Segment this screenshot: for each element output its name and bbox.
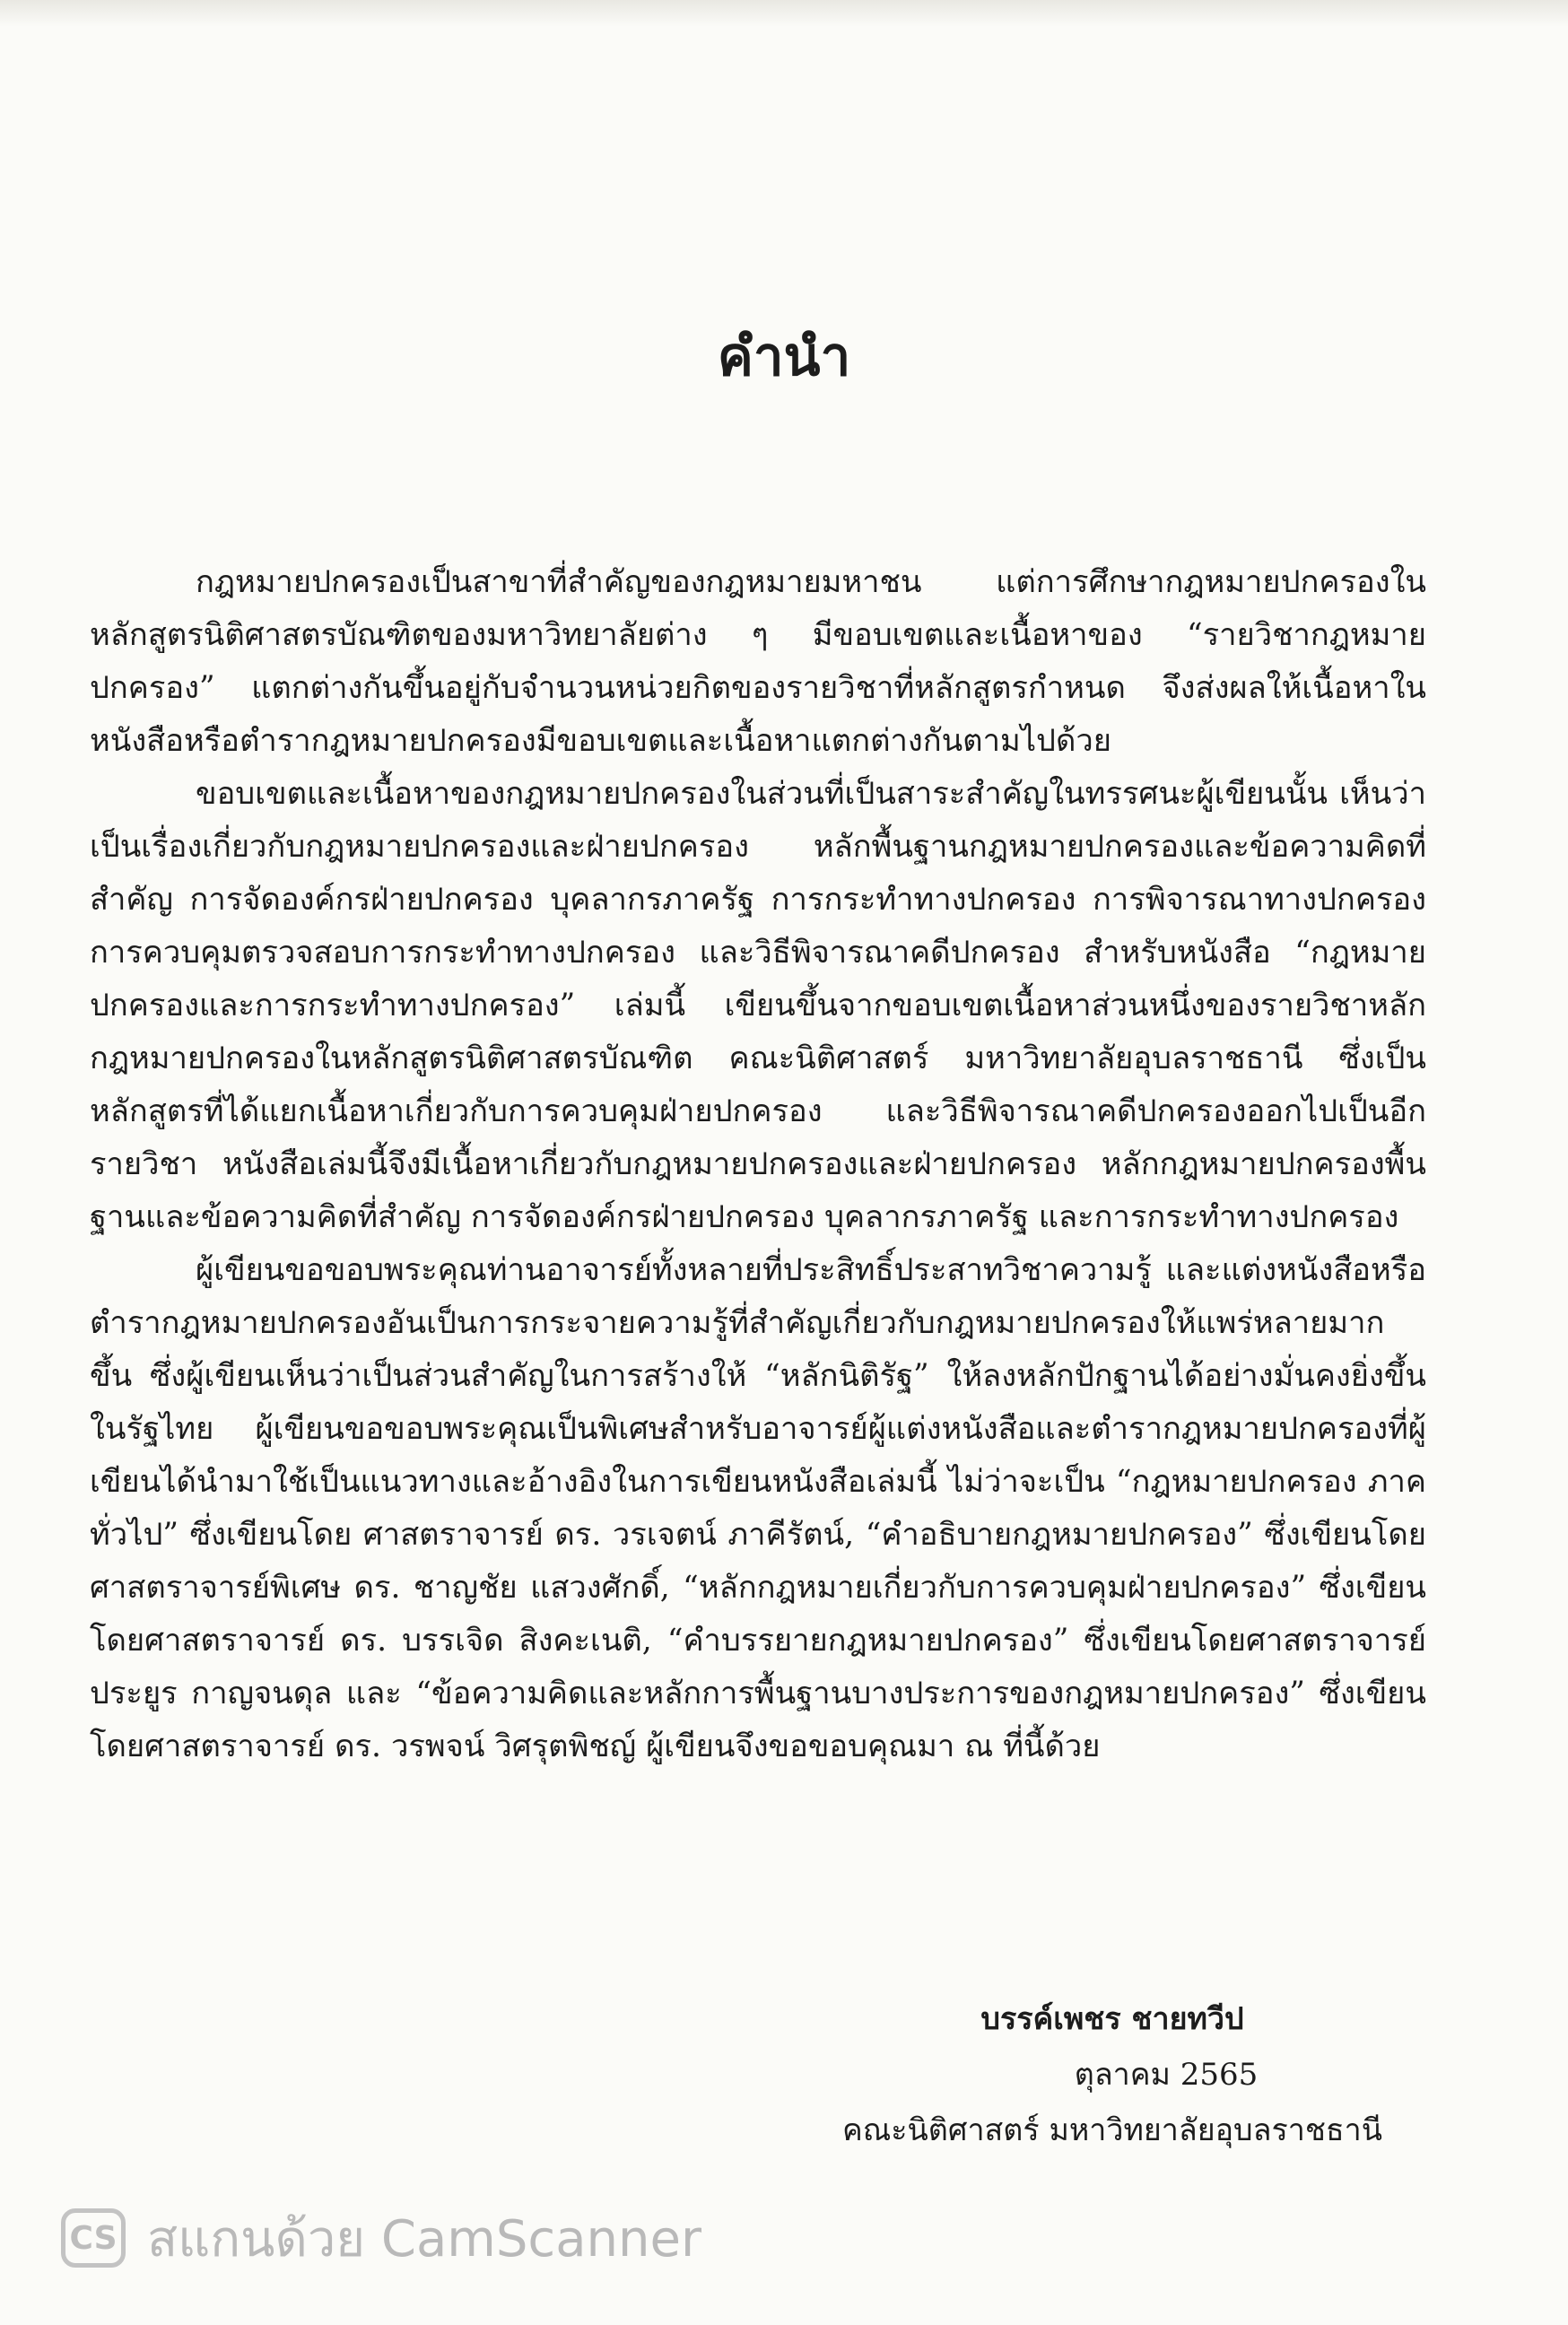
author-name: บรรค์เพชร ชายทวีป bbox=[980, 2001, 1244, 2037]
author-affiliation: คณะนิติศาสตร์ มหาวิทยาลัยอุบลราชธานี bbox=[842, 2112, 1382, 2148]
camscanner-watermark bbox=[61, 2198, 701, 2278]
page-top-edge bbox=[0, 0, 1568, 27]
paragraph-2: ขอบเขตและเนื้อหาของกฎหมายปกครองในส่วนที่เป็นสาระสำคัญในทรรศนะผู้เขียนนั้น เห็นว่าเป็นเรื่องเกี่ยวกับกฎหมายปกครองและฝ่ายปกครอง หลักพื้นฐานกฎหมายปกครองและข้อความคิดที่สำคัญ การจัดองค์กรฝ่ายปกครอง บุคลากรภาครัฐ การกระทำทางปกครอง การพิจารณาทางปกครอง การควบคุมตรวจสอบการกระทำทางปกครอง และวิธีพิจารณาคดีปกครอง สำหรับหนังสือ “กฎหมายปกครองและการกระทำทางปกครอง” เล่มนี้ เขียนขึ้นจากขอบเขตเนื้อหาส่วนหนึ่งของรายวิชาหลักกฎหมายปกครองในหลักสูตรนิติศาสตรบัณฑิต คณะนิติศาสตร์ มหาวิทยาลัยอุบลราชธานี ซึ่งเป็นหลักสูตรที่ได้แยกเนื้อหาเกี่ยวกับการควบคุมฝ่ายปกครอง และวิธีพิจารณาคดีปกครองออกไปเป็นอีกรายวิชา หนังสือเล่มนี้จึงมีเนื้อหาเกี่ยวกับกฎหมายปกครองและฝ่ายปกครอง หลักกฎหมายปกครองพื้นฐานและข้อความคิดที่สำคัญ การจัดองค์กรฝ่ายปกครอง บุคลากรภาครัฐ และการกระทำทางปกครอง bbox=[90, 776, 1426, 1235]
preface-body bbox=[90, 556, 1426, 1773]
paragraph-1: กฎหมายปกครองเป็นสาขาที่สำคัญของกฎหมายมหาชน แต่การศึกษากฎหมายปกครองในหลักสูตรนิติศาสตรบัณฑิตของมหาวิทยาลัยต่าง ๆ มีขอบเขตและเนื้อหาของ “รายวิชากฎหมายปกครอง” แตกต่างกันขึ้นอยู่กับจำนวนหน่วยกิตของรายวิชาที่หลักสูตรกำหนด จึงส่งผลให้เนื้อหาในหนังสือหรือตำรากฎหมายปกครองมีขอบเขตและเนื้อหาแตกต่างกันตามไปด้วย bbox=[90, 564, 1426, 759]
page-title: คำนำ bbox=[717, 326, 851, 389]
paragraph-3: ผู้เขียนขอขอบพระคุณท่านอาจารย์ทั้งหลายที่ประสิทธิ์ประสาทวิชาความรู้ และแต่งหนังสือหรือตำรากฎหมายปกครองอันเป็นการกระจายความรู้ที่สำคัญเกี่ยวกับกฎหมายปกครองให้แพร่หลายมากขึ้น ซึ่งผู้เขียนเห็นว่าเป็นส่วนสำคัญในการสร้างให้ “หลักนิติรัฐ” ให้ลงหลักปักฐานได้อย่างมั่นคงยิ่งขึ้นในรัฐไทย ผู้เขียนขอขอบพระคุณเป็นพิเศษสำหรับอาจารย์ผู้แต่งหนังสือและตำรากฎหมายปกครองที่ผู้เขียนได้นำมาใช้เป็นแนวทางและอ้างอิงในการเขียนหนังสือเล่มนี้ ไม่ว่าจะเป็น “กฎหมายปกครอง ภาคทั่วไป” ซึ่งเขียนโดย ศาสตราจารย์ ดร. วรเจตน์ ภาคีรัตน์, “คำอธิบายกฎหมายปกครอง” ซึ่งเขียนโดยศาสตราจารย์พิเศษ ดร. ชาญชัย แสวงศักดิ์, “หลักกฎหมายเกี่ยวกับการควบคุมฝ่ายปกครอง” ซึ่งเขียนโดยศาสตราจารย์ ดร. บรรเจิด สิงคะเนติ, “คำบรรยายกฎหมายปกครอง” ซึ่งเขียนโดยศาสตราจารย์ประยูร กาญจนดุล และ “ข้อความคิดและหลักการพื้นฐานบางประการของกฎหมายปกครอง” ซึ่งเขียนโดยศาสตราจารย์ ดร. วรพจน์ วิศรุตพิชญ์ ผู้เขียนจึงขอขอบคุณมา ณ ที่นี้ด้วย bbox=[90, 1252, 1426, 1764]
camscanner-logo-icon: CS bbox=[61, 2208, 126, 2268]
watermark-text: สแกนด้วย CamScanner bbox=[147, 2209, 701, 2268]
signature-date: ตุลาคม 2565 bbox=[1074, 2057, 1259, 2093]
signature-block bbox=[807, 1991, 1417, 2158]
